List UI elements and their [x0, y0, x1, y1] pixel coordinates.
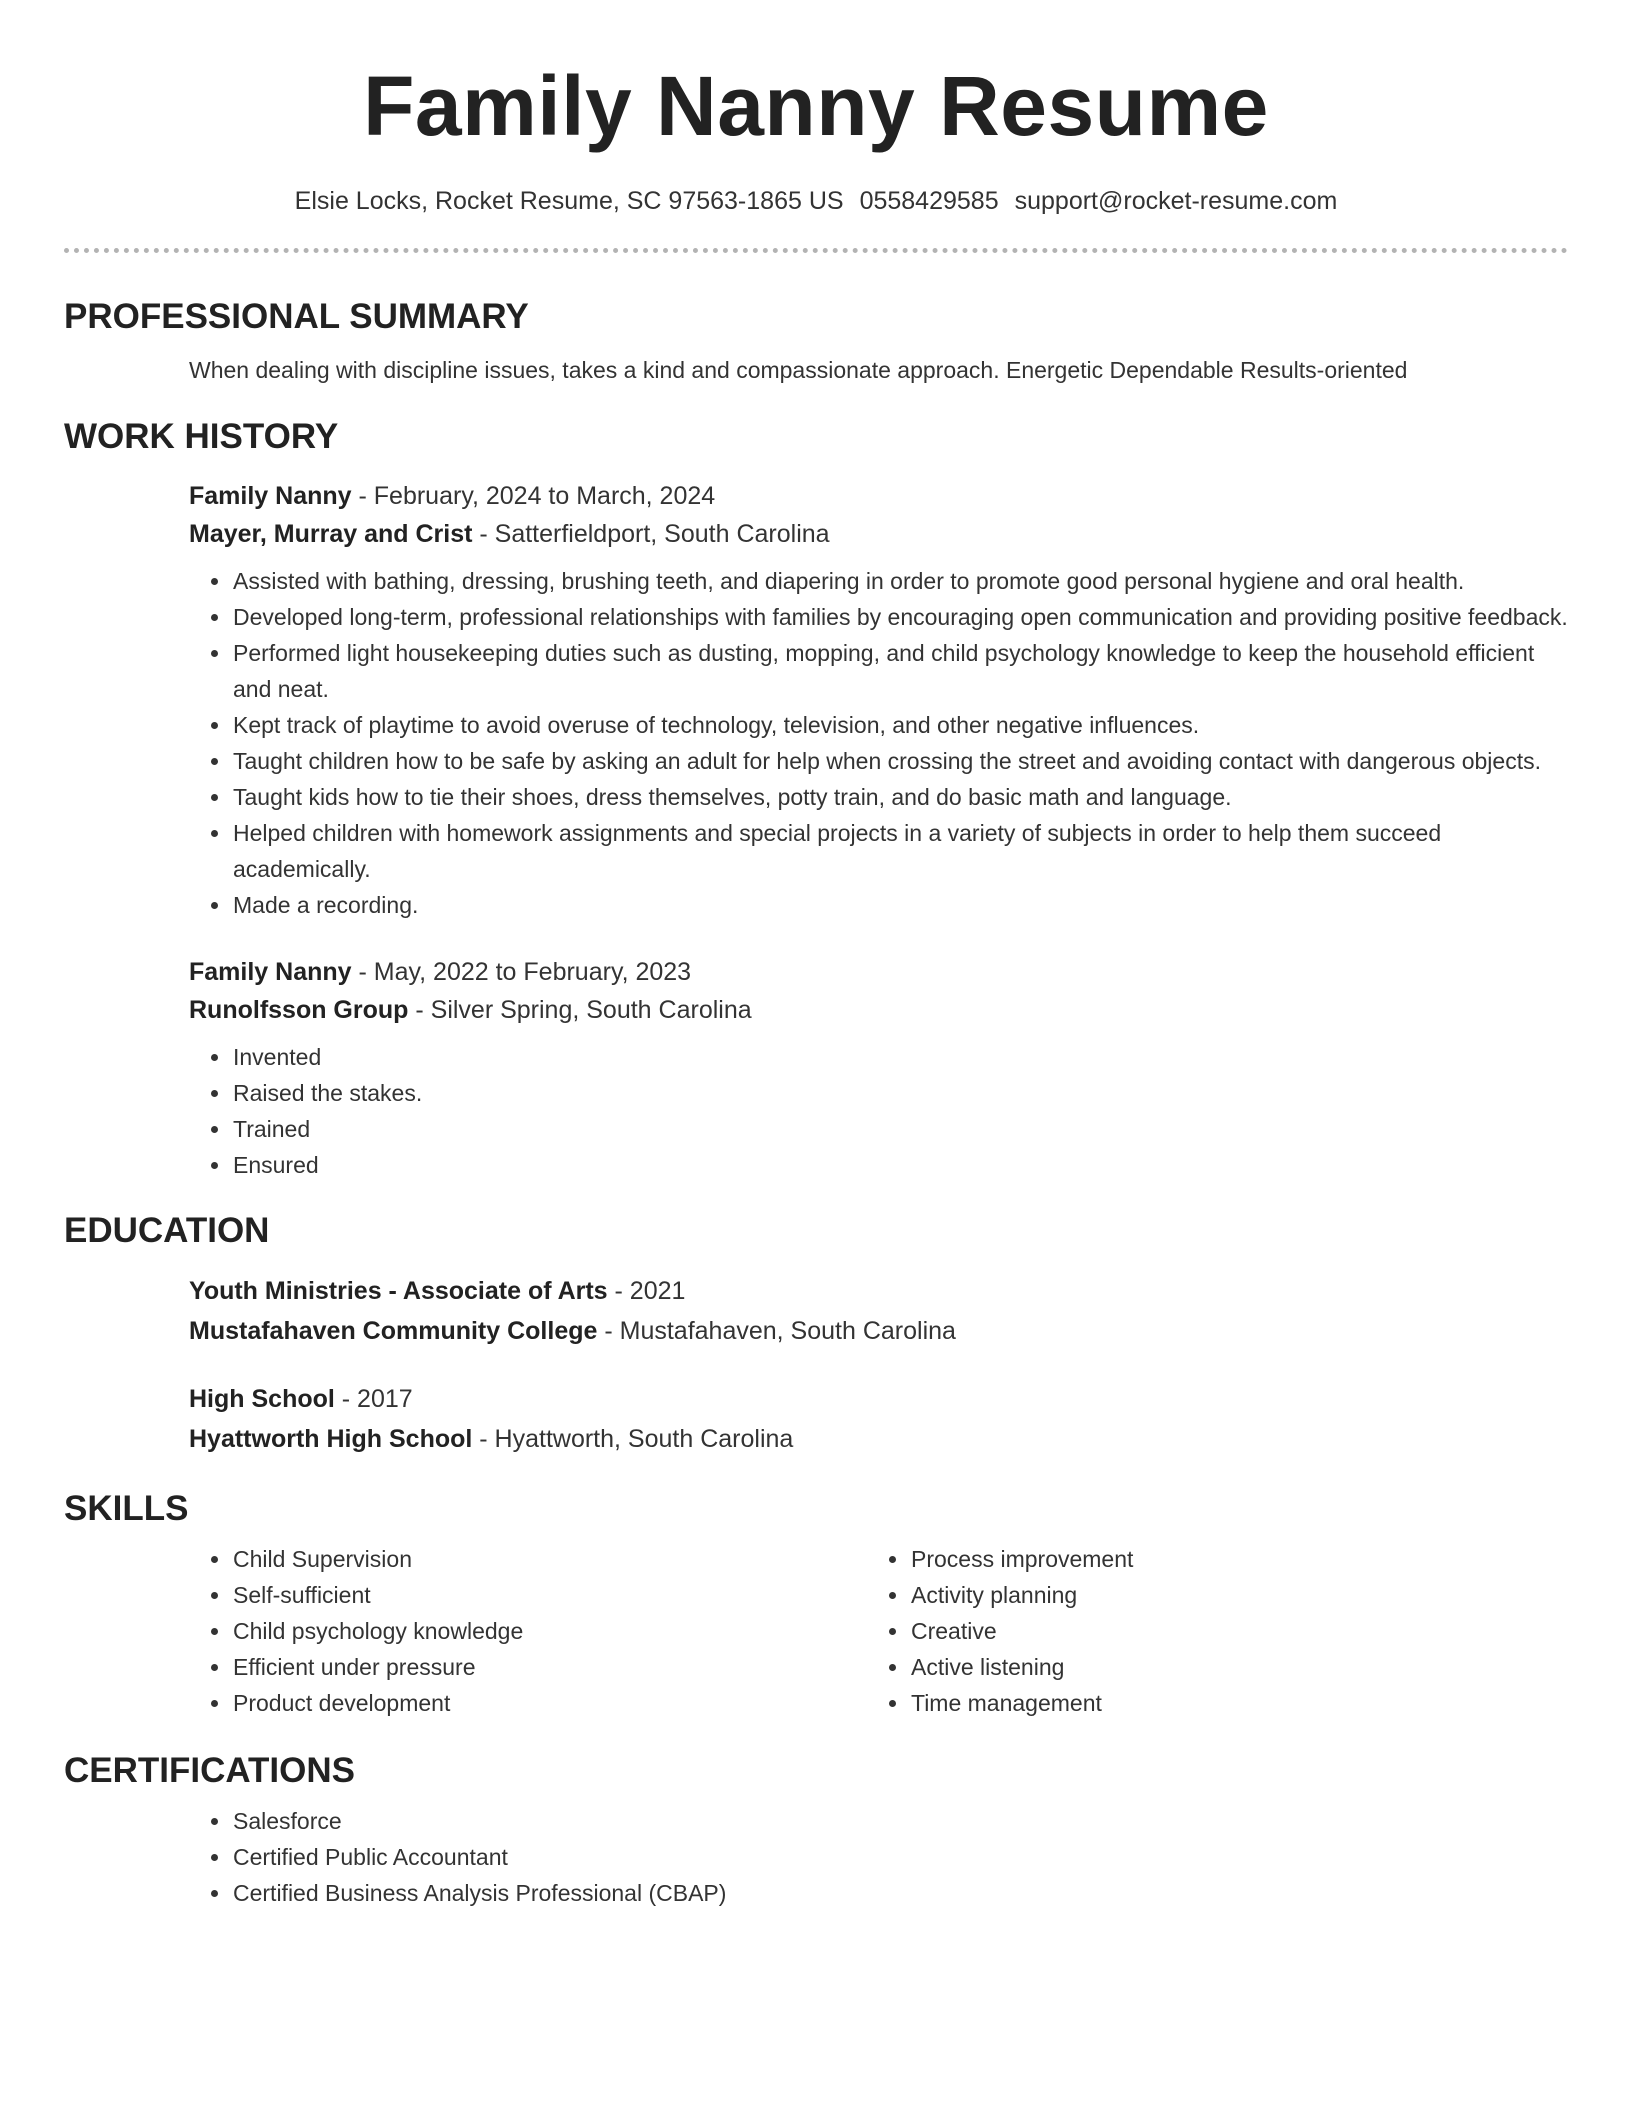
education-degree-line: [189, 1379, 1568, 1419]
list-item: • Certified Public Accountant: [232, 1839, 1568, 1875]
job-company-line: [189, 991, 1568, 1029]
education-year: - 2021: [607, 1277, 686, 1305]
job-title-line: [189, 953, 1568, 991]
list-item: • Ensured: [232, 1147, 1568, 1183]
job-duties-list: [189, 1039, 1568, 1183]
certifications-block: [189, 1803, 1568, 1911]
education-degree: Youth Ministries - Associate of Arts: [189, 1277, 608, 1305]
education-school-line: [189, 1311, 1568, 1351]
contact-address: Elsie Locks, Rocket Resume, SC 97563-1865 US: [294, 187, 844, 215]
summary-text: When dealing with discipline issues, takes a kind and compassionate approach. Energetic Dependable Results-oriented: [189, 357, 1408, 383]
list-item: • Certified Business Analysis Professional (CBAP): [232, 1875, 1568, 1911]
list-item: • Taught kids how to tie their shoes, dress themselves, potty train, and do basic math and language.: [232, 779, 1568, 815]
list-item: • Made a recording.: [232, 887, 1568, 923]
list-item: • Assisted with bathing, dressing, brushing teeth, and diapering in order to promote good personal hygiene and oral health.: [232, 563, 1568, 599]
job-title: Family Nanny: [189, 482, 352, 510]
job-company: Runolfsson Group: [189, 996, 409, 1024]
list-item: • Trained: [232, 1111, 1568, 1147]
skills-list: [867, 1541, 1545, 1721]
education-year: - 2017: [334, 1385, 413, 1413]
skills-column-left: [189, 1541, 867, 1721]
education-location: - Mustafahaven, South Carolina: [597, 1317, 956, 1345]
list-item: • Efficient under pressure: [232, 1649, 867, 1685]
list-item: • Invented: [232, 1039, 1568, 1075]
list-item: • Product development: [232, 1685, 867, 1721]
list-item: • Self-sufficient: [232, 1577, 867, 1613]
job-entry: [189, 953, 1568, 1183]
education-heading: EDUCATION: [64, 1211, 270, 1250]
list-item: • Developed long-term, professional relationships with families by encouraging open communication and providing positive feedback.: [232, 599, 1568, 635]
list-item: • Raised the stakes.: [232, 1075, 1568, 1111]
page-title: Family Nanny Resume: [363, 59, 1269, 153]
list-item: • Creative: [910, 1613, 1545, 1649]
skills-heading: SKILLS: [64, 1489, 189, 1528]
certifications-heading: CERTIFICATIONS: [64, 1751, 356, 1790]
job-location: - Silver Spring, South Carolina: [408, 996, 752, 1024]
contact-phone: 0558429585: [859, 187, 999, 215]
header-divider: [64, 248, 1568, 253]
education-degree-line: [189, 1271, 1568, 1311]
list-item: • Activity planning: [910, 1577, 1545, 1613]
education-school-line: [189, 1419, 1568, 1459]
education-entry: [189, 1271, 1568, 1351]
list-item: • Process improvement: [910, 1541, 1545, 1577]
summary-heading: PROFESSIONAL SUMMARY: [64, 297, 529, 336]
education-location: - Hyattworth, South Carolina: [472, 1425, 794, 1453]
job-location: - Satterfieldport, South Carolina: [472, 520, 830, 548]
education-entry: [189, 1379, 1568, 1459]
education-degree: High School: [189, 1385, 335, 1413]
skills-list: [189, 1541, 867, 1721]
skills-column-right: [867, 1541, 1545, 1721]
list-item: • Taught children how to be safe by asking an adult for help when crossing the street and avoiding contact with dangerous objects.: [232, 743, 1568, 779]
list-item: • Child Supervision: [232, 1541, 867, 1577]
job-company: Mayer, Murray and Crist: [189, 520, 473, 548]
work-history-heading: WORK HISTORY: [64, 417, 339, 456]
job-dates: - February, 2024 to March, 2024: [351, 482, 716, 510]
education-school: Mustafahaven Community College: [189, 1317, 598, 1345]
list-item: • Kept track of playtime to avoid overuse of technology, television, and other negative influences.: [232, 707, 1568, 743]
list-item: • Active listening: [910, 1649, 1545, 1685]
contact-email: support@rocket-resume.com: [1014, 187, 1338, 215]
job-entry: [189, 477, 1568, 923]
job-duties-list: [189, 563, 1568, 923]
job-dates: - May, 2022 to February, 2023: [351, 958, 692, 986]
list-item: • Performed light housekeeping duties such as dusting, mopping, and child psychology knowledge to keep the household efficient and neat.: [232, 635, 1568, 707]
contact-info: [64, 184, 1568, 218]
list-item: • Child psychology knowledge: [232, 1613, 867, 1649]
list-item: • Salesforce: [232, 1803, 1568, 1839]
job-company-line: [189, 515, 1568, 553]
education-school: Hyattworth High School: [189, 1425, 473, 1453]
list-item: • Helped children with homework assignments and special projects in a variety of subjects in order to help them succeed academically.: [232, 815, 1568, 887]
skills-grid: [189, 1541, 1568, 1721]
certifications-list: [189, 1803, 1568, 1911]
list-item: • Time management: [910, 1685, 1545, 1721]
job-title-line: [189, 477, 1568, 515]
job-title: Family Nanny: [189, 958, 352, 986]
